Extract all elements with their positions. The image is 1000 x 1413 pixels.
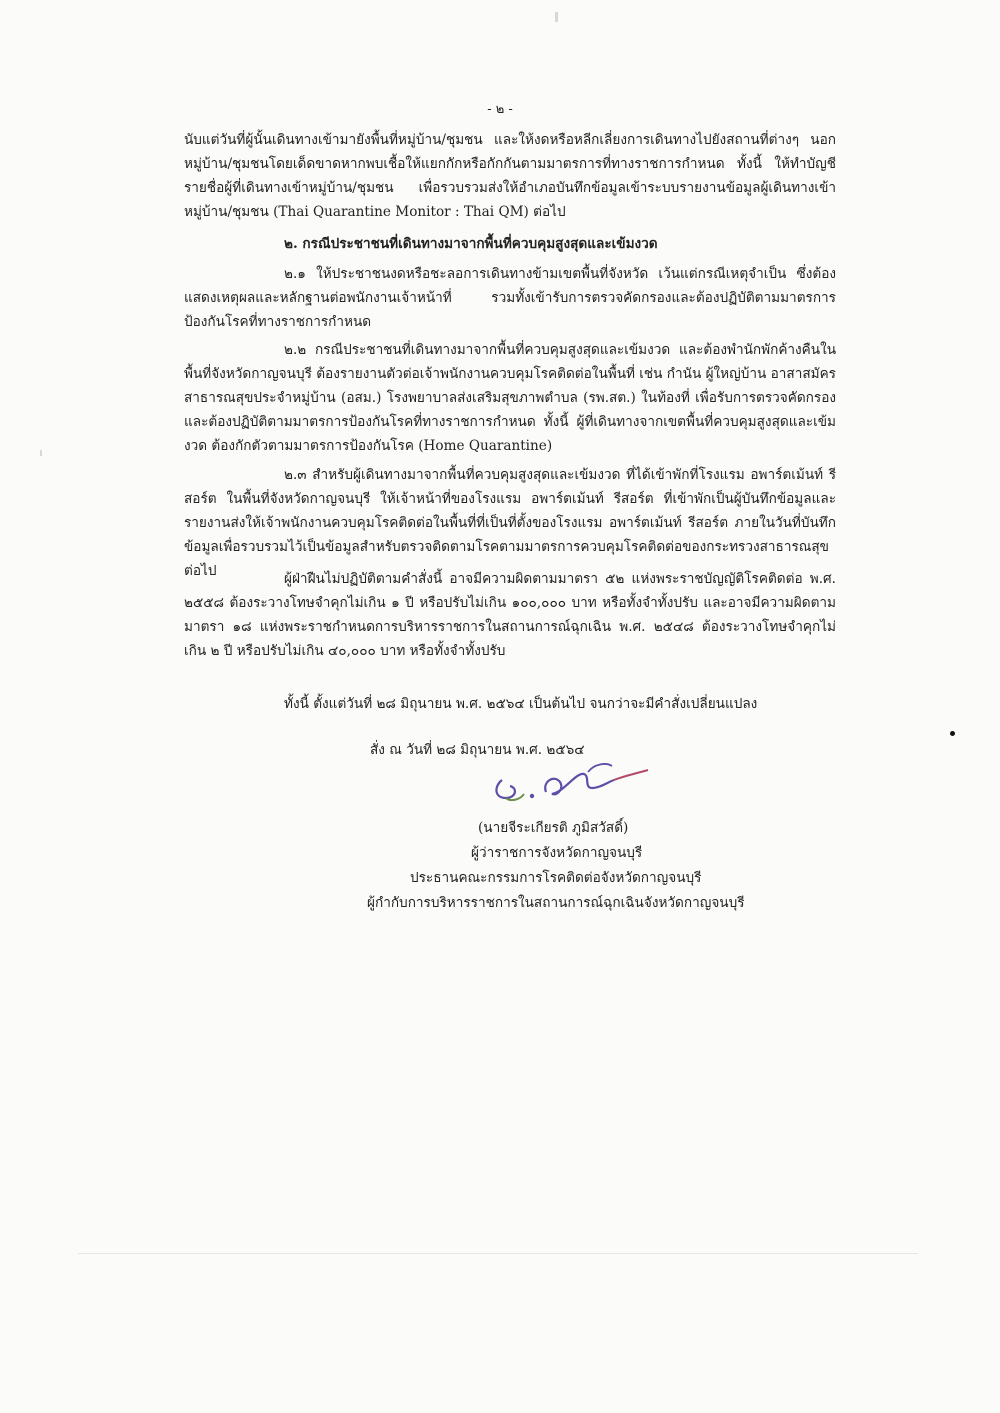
signer-title-emergency: ผู้กำกับการบริหารราชการในสถานการณ์ฉุกเฉินจังหวัดกาญจนบุรี (367, 895, 745, 911)
paragraph-2-2: ๒.๒ กรณีประชาชนที่เดินทางมาจากพื้นที่ควบคุมสูงสุดและเข้มงวด และต้องพำนักพักค้างคืนในพื้นที่จังหวัดกาญจนบุรี ต้องรายงานตัวต่อเจ้าพนักงานควบคุมโรคติดต่อในพื้นที่ เช่น กำนัน ผู้ใหญ่บ้าน อาสาสมัครสาธารณสุขประจำหมู่บ้าน (อสม.) โรงพยาบาลส่งเสริมสุขภาพตำบล (รพ.สต.) ในท้องที่ เพื่อรับการตรวจคัดกรองและต้องปฏิบัติตามมาตรการป้องกันโรคที่ทางราชการกำหนด ทั้งนี้ ผู้ที่เดินทางจากเขตพื้นที่ควบคุมสูงสุดและเข้มงวด ต้องกักตัวตามมาตรการป้องกันโรค (Home Quarantine) (184, 342, 836, 455)
signer-name: (นายจีระเกียรติ ภูมิสวัสดิ์) (478, 820, 629, 836)
section-heading-2: ๒. กรณีประชาชนที่เดินทางมาจากพื้นที่ควบคุมสูงสุดและเข้มงวด (284, 236, 658, 252)
signer-title-governor: ผู้ว่าราชการจังหวัดกาญจนบุรี (471, 845, 643, 861)
paragraph-continuation: นับแต่วันที่ผู้นั้นเดินทางเข้ามายังพื้นที่หมู่บ้าน/ชุมชน และให้งดหรือหลีกเลี่ยงการเดินทางไปยังสถานที่ต่างๆ นอกหมู่บ้าน/ชุมชนโดยเด็ดขาดหากพบเชื้อให้แยกกักหรือกักกันตามมาตรการที่ทางราชการกำหนด ทั้งนี้ ให้ทำบัญชีรายชื่อผู้ที่เดินทางเข้าหมู่บ้าน/ชุมชน เพื่อรวบรวมส่งให้อำเภอบันทึกข้อมูลเข้าระบบรายงานข้อมูลผู้เดินทางเข้าหมู่บ้าน/ชุมชน (Thai Quarantine Monitor : Thai QM) ต่อไป (184, 132, 836, 221)
scan-artifact (78, 1253, 918, 1254)
paragraph-2-3: ๒.๓ สำหรับผู้เดินทางมาจากพื้นที่ควบคุมสูงสุดและเข้มงวด ที่ได้เข้าพักที่โรงแรม อพาร์ตเม้นท์ รีสอร์ต ในพื้นที่จังหวัดกาญจนบุรี ให้เจ้าหน้าที่ของโรงแรม อพาร์ตเม้นท์ รีสอร์ต ที่เข้าพักเป็นผู้บันทึกข้อมูลและรายงานส่งให้เจ้าพนักงานควบคุมโรคติดต่อในพื้นที่ที่เป็นที่ตั้งของโรงแรม อพาร์ตเม้นท์ รีสอร์ต ภายในวันที่บันทึกข้อมูลเพื่อรวบรวมไว้เป็นข้อมูลสำหรับตรวจติดตามโรคตามมาตรการควบคุมโรคติดต่อของกระทรวงสาธารณสุขต่อไป (184, 467, 836, 580)
signer-title-committee: ประธานคณะกรรมการโรคติดต่อจังหวัดกาญจนบุรี (410, 870, 702, 886)
handwritten-signature (488, 752, 668, 812)
scan-artifact (40, 450, 42, 456)
order-date-line: สั่ง ณ วันที่ ๒๘ มิถุนายน พ.ศ. ๒๕๖๔ (370, 742, 585, 758)
paragraph-effective-date: ทั้งนี้ ตั้งแต่วันที่ ๒๘ มิถุนายน พ.ศ. ๒๕๖๔ เป็นต้นไป จนกว่าจะมีคำสั่งเปลี่ยนแปลง (284, 696, 758, 712)
paragraph-penalty: ผู้ฝ่าฝืนไม่ปฏิบัติตามคำสั่งนี้ อาจมีความผิดตามมาตรา ๕๒ แห่งพระราชบัญญัติโรคติดต่อ พ.ศ. ๒๕๕๘ ต้องระวางโทษจำคุกไม่เกิน ๑ ปี หรือปรับไม่เกิน ๑๐๐,๐๐๐ บาท หรือทั้งจำทั้งปรับ และอาจมีความผิดตามมาตรา ๑๘ แห่งพระราชกำหนดการบริหารราชการในสถานการณ์ฉุกเฉิน พ.ศ. ๒๕๔๘ ต้องระวางโทษจำคุกไม่เกิน ๒ ปี หรือปรับไม่เกิน ๔๐,๐๐๐ บาท หรือทั้งจำทั้งปรับ (184, 571, 836, 660)
paragraph-2-1: ๒.๑ ให้ประชาชนงดหรือชะลอการเดินทางข้ามเขตพื้นที่จังหวัด เว้นแต่กรณีเหตุจำเป็น ซึ่งต้องแสดงเหตุผลและหลักฐานต่อพนักงานเจ้าหน้าที่ รวมทั้งเข้ารับการตรวจคัดกรองและต้องปฏิบัติตามมาตรการป้องกันโรคที่ทางราชการกำหนด (184, 266, 836, 331)
scan-artifact (555, 12, 558, 22)
page-number: - ๒ - (487, 102, 513, 117)
ink-dot (950, 731, 955, 736)
